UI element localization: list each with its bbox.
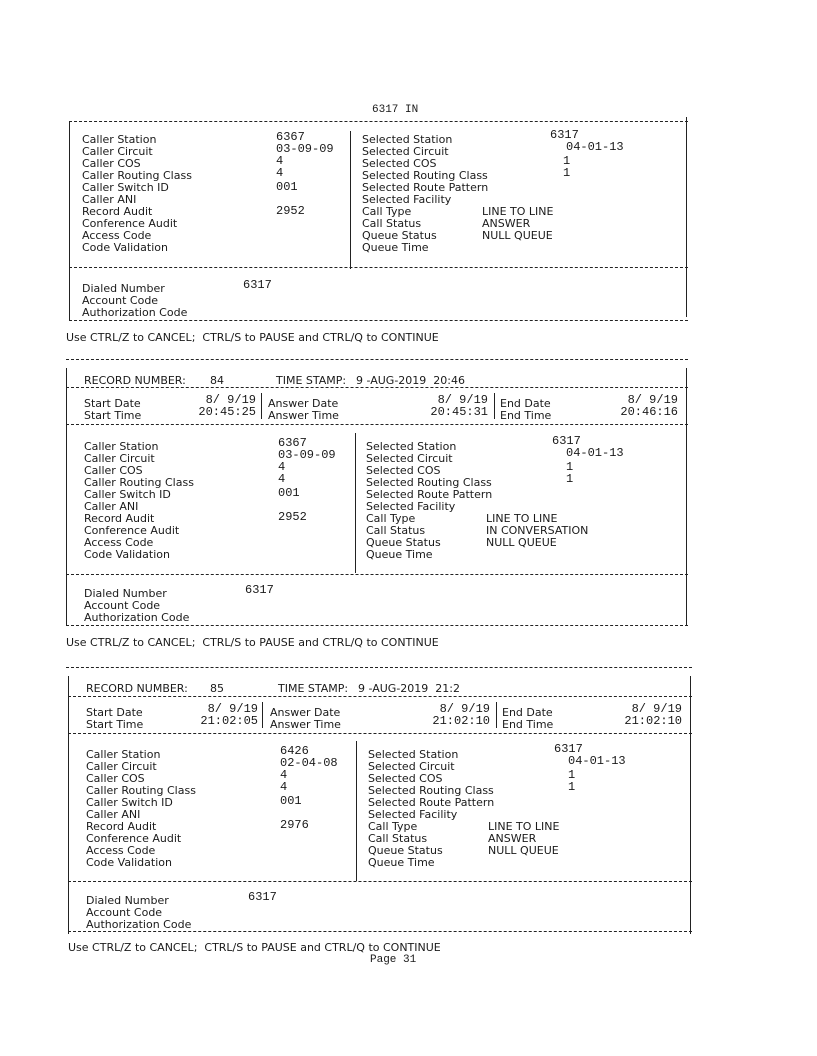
call-status-value: ANSWER — [482, 217, 531, 230]
time-stamp-value: 9 -AUG-2019 20:46 — [356, 374, 465, 387]
divider — [66, 359, 688, 360]
queue-status-value: NULL QUEUE — [488, 844, 559, 857]
caller-switch-id-label: Caller Switch ID — [84, 488, 171, 501]
selected-cos-label: Selected COS — [366, 464, 441, 477]
authorization-code-label: Authorization Code — [82, 306, 188, 319]
conference-audit-label: Conference Audit — [86, 832, 182, 845]
selected-route-pattern-label: Selected Route Pattern — [368, 796, 495, 809]
selected-station-value: 6317 — [550, 128, 579, 142]
caller-switch-id-label: Caller Switch ID — [86, 796, 173, 809]
selected-circuit-value: 04-01-13 — [566, 140, 624, 154]
caller-switch-id-value: 001 — [276, 180, 298, 194]
selected-circuit-label: Selected Circuit — [362, 145, 449, 158]
divider — [68, 733, 692, 734]
call-type-value: LINE TO LINE — [488, 820, 560, 833]
right-border — [690, 676, 691, 934]
start-time-value: 21:02:05 — [200, 714, 258, 728]
selected-route-pattern-label: Selected Route Pattern — [362, 181, 489, 194]
selected-facility-label: Selected Facility — [368, 808, 458, 821]
caller-station-value: 6367 — [278, 436, 307, 450]
caller-station-label: Caller Station — [86, 748, 161, 761]
caller-station-label: Caller Station — [84, 440, 159, 453]
answer-time-label: Answer Time — [270, 718, 341, 731]
start-time-label: Start Time — [86, 718, 144, 731]
selected-circuit-value: 04-01-13 — [568, 754, 626, 768]
selected-routing-class-label: Selected Routing Class — [362, 169, 488, 182]
divider — [68, 881, 692, 882]
answer-date-value: 8/ 9/19 — [437, 393, 488, 407]
caller-station-value: 6367 — [276, 130, 305, 144]
caller-circuit-value: 03-09-09 — [278, 448, 336, 462]
caller-routing-class-value: 4 — [278, 472, 286, 486]
record-audit-value: 2952 — [278, 510, 307, 524]
continue-prompt: Use CTRL/Z to CANCEL; CTRL/S to PAUSE and CTRL/Q to CONTINUE — [66, 331, 439, 344]
selected-routing-class-label: Selected Routing Class — [366, 476, 492, 489]
caller-circuit-label: Caller Circuit — [86, 760, 157, 773]
caller-routing-class-value: 4 — [280, 780, 288, 794]
caller-cos-value: 4 — [278, 460, 286, 474]
end-time-value: 21:02:10 — [624, 714, 682, 728]
dialed-number-value: 6317 — [248, 890, 277, 904]
selected-facility-label: Selected Facility — [362, 193, 452, 206]
call-type-label: Call Type — [368, 820, 418, 833]
selected-station-value: 6317 — [552, 434, 581, 448]
column-divider — [496, 702, 497, 728]
queue-status-label: Queue Status — [368, 844, 443, 857]
record-number-value: 84 — [210, 374, 224, 387]
selected-station-value: 6317 — [554, 742, 583, 756]
start-time-label: Start Time — [84, 409, 142, 422]
code-validation-label: Code Validation — [86, 856, 172, 869]
left-border — [69, 121, 70, 321]
continue-prompt: Use CTRL/Z to CANCEL; CTRL/S to PAUSE and CTRL/Q to CONTINUE — [66, 636, 439, 649]
divider — [68, 931, 692, 932]
start-date-value: 8/ 9/19 — [205, 393, 256, 407]
selected-cos-label: Selected COS — [362, 157, 437, 170]
queue-time-label: Queue Time — [368, 856, 435, 869]
dialed-number-label: Dialed Number — [86, 894, 169, 907]
start-date-label: Start Date — [84, 397, 141, 410]
column-divider — [261, 393, 262, 419]
selected-circuit-label: Selected Circuit — [368, 760, 455, 773]
account-code-label: Account Code — [84, 599, 161, 612]
authorization-code-label: Authorization Code — [84, 611, 190, 624]
call-status-value: IN CONVERSATION — [486, 524, 589, 537]
call-status-label: Call Status — [362, 217, 422, 230]
end-date-value: 8/ 9/19 — [631, 702, 682, 716]
dialed-number-value: 6317 — [243, 278, 272, 292]
divider — [66, 574, 688, 575]
page-title: 6317 IN — [372, 104, 419, 116]
selected-facility-label: Selected Facility — [366, 500, 456, 513]
call-status-value: ANSWER — [488, 832, 537, 845]
caller-ani-label: Caller ANI — [86, 808, 141, 821]
time-stamp-label: TIME STAMP: — [278, 682, 349, 695]
account-code-label: Account Code — [86, 906, 163, 919]
dialed-number-value: 6317 — [245, 583, 274, 597]
record-audit-value: 2952 — [276, 204, 305, 218]
answer-date-value: 8/ 9/19 — [439, 702, 490, 716]
answer-date-label: Answer Date — [268, 397, 339, 410]
record-audit-value: 2976 — [280, 818, 309, 832]
selected-station-label: Selected Station — [368, 748, 459, 761]
answer-time-label: Answer Time — [268, 409, 339, 422]
start-time-value: 20:45:25 — [198, 405, 256, 419]
conference-audit-label: Conference Audit — [84, 524, 180, 537]
divider — [66, 424, 688, 425]
access-code-label: Access Code — [82, 229, 152, 242]
column-divider — [262, 702, 263, 728]
start-date-label: Start Date — [86, 706, 143, 719]
record-number-label: RECORD NUMBER: — [86, 682, 188, 695]
record-audit-label: Record Audit — [84, 512, 155, 525]
column-divider — [494, 393, 495, 419]
right-border — [686, 117, 687, 317]
column-divider — [350, 131, 351, 269]
divider — [68, 696, 692, 697]
selected-cos-value: 1 — [566, 460, 574, 474]
queue-status-label: Queue Status — [366, 536, 441, 549]
record-number-value: 85 — [210, 682, 224, 695]
code-validation-label: Code Validation — [82, 241, 168, 254]
caller-switch-id-value: 001 — [280, 794, 302, 808]
call-type-label: Call Type — [362, 205, 412, 218]
start-date-value: 8/ 9/19 — [207, 702, 258, 716]
call-type-value: LINE TO LINE — [482, 205, 554, 218]
divider — [66, 387, 688, 388]
queue-status-value: NULL QUEUE — [482, 229, 553, 242]
selected-cos-label: Selected COS — [368, 772, 443, 785]
caller-cos-label: Caller COS — [84, 464, 143, 477]
queue-time-label: Queue Time — [362, 241, 429, 254]
column-divider — [356, 741, 357, 881]
caller-cos-label: Caller COS — [82, 157, 141, 170]
left-border — [66, 368, 67, 626]
divider — [69, 267, 688, 268]
continue-prompt: Use CTRL/Z to CANCEL; CTRL/S to PAUSE and CTRL/Q to CONTINUE — [68, 941, 441, 954]
answer-date-label: Answer Date — [270, 706, 341, 719]
caller-circuit-value: 03-09-09 — [276, 142, 334, 156]
caller-cos-value: 4 — [280, 768, 288, 782]
conference-audit-label: Conference Audit — [82, 217, 178, 230]
selected-station-label: Selected Station — [366, 440, 457, 453]
caller-ani-label: Caller ANI — [84, 500, 139, 513]
caller-circuit-label: Caller Circuit — [82, 145, 153, 158]
caller-switch-id-label: Caller Switch ID — [82, 181, 169, 194]
authorization-code-label: Authorization Code — [86, 918, 192, 931]
end-time-label: End Time — [500, 409, 552, 422]
selected-station-label: Selected Station — [362, 133, 453, 146]
end-time-value: 20:46:16 — [620, 405, 678, 419]
caller-switch-id-value: 001 — [278, 486, 300, 500]
caller-routing-class-label: Caller Routing Class — [82, 169, 192, 182]
caller-routing-class-label: Caller Routing Class — [84, 476, 194, 489]
divider — [69, 320, 688, 321]
record-number-label: RECORD NUMBER: — [84, 374, 186, 387]
column-divider — [355, 433, 356, 573]
queue-time-label: Queue Time — [366, 548, 433, 561]
divider — [66, 625, 688, 626]
selected-routing-class-value: 1 — [566, 472, 574, 486]
selected-routing-class-value: 1 — [568, 780, 576, 794]
record-audit-label: Record Audit — [82, 205, 153, 218]
code-validation-label: Code Validation — [84, 548, 170, 561]
selected-circuit-value: 04-01-13 — [566, 446, 624, 460]
caller-station-label: Caller Station — [82, 133, 157, 146]
selected-cos-value: 1 — [563, 154, 571, 168]
call-status-label: Call Status — [366, 524, 426, 537]
selected-circuit-label: Selected Circuit — [366, 452, 453, 465]
caller-cos-label: Caller COS — [86, 772, 145, 785]
call-type-label: Call Type — [366, 512, 416, 525]
selected-routing-class-label: Selected Routing Class — [368, 784, 494, 797]
divider — [66, 667, 692, 668]
dialed-number-label: Dialed Number — [84, 587, 167, 600]
queue-status-value: NULL QUEUE — [486, 536, 557, 549]
end-date-value: 8/ 9/19 — [627, 393, 678, 407]
divider — [69, 121, 688, 122]
caller-circuit-label: Caller Circuit — [84, 452, 155, 465]
answer-time-value: 21:02:10 — [432, 714, 490, 728]
time-stamp-value: 9 -AUG-2019 21:2 — [358, 682, 460, 695]
call-status-label: Call Status — [368, 832, 428, 845]
right-border — [686, 368, 687, 626]
end-time-label: End Time — [502, 718, 554, 731]
end-date-label: End Date — [502, 706, 553, 719]
page-number: Page 31 — [370, 954, 417, 966]
access-code-label: Access Code — [84, 536, 154, 549]
dialed-number-label: Dialed Number — [82, 282, 165, 295]
queue-status-label: Queue Status — [362, 229, 437, 242]
caller-circuit-value: 02-04-08 — [280, 756, 338, 770]
answer-time-value: 20:45:31 — [430, 405, 488, 419]
selected-route-pattern-label: Selected Route Pattern — [366, 488, 493, 501]
caller-routing-class-label: Caller Routing Class — [86, 784, 196, 797]
selected-routing-class-value: 1 — [563, 166, 571, 180]
left-border — [68, 676, 69, 934]
account-code-label: Account Code — [82, 294, 159, 307]
caller-ani-label: Caller ANI — [82, 193, 137, 206]
end-date-label: End Date — [500, 397, 551, 410]
caller-routing-class-value: 4 — [276, 166, 284, 180]
call-type-value: LINE TO LINE — [486, 512, 558, 525]
caller-cos-value: 4 — [276, 154, 284, 168]
caller-station-value: 6426 — [280, 744, 309, 758]
selected-cos-value: 1 — [568, 768, 576, 782]
record-audit-label: Record Audit — [86, 820, 157, 833]
access-code-label: Access Code — [86, 844, 156, 857]
time-stamp-label: TIME STAMP: — [276, 374, 347, 387]
